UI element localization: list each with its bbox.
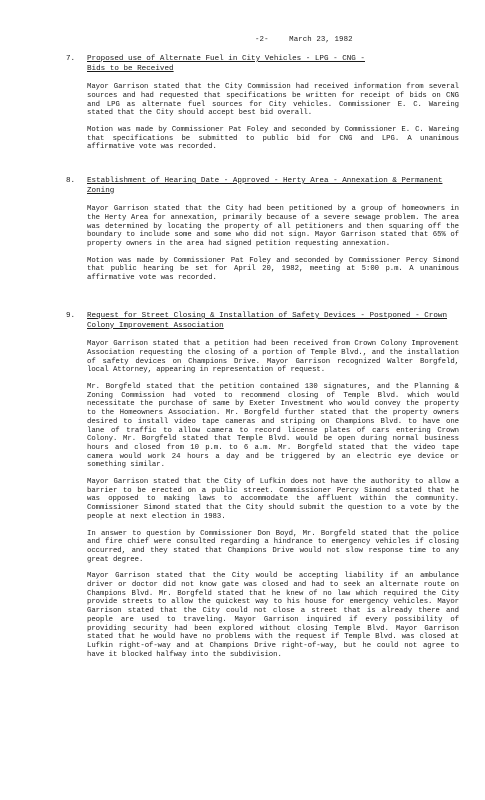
item-paragraph: In answer to question by Commissioner Don Boyd, Mr. Borgfeld stated that the police and fire chief were consulted regarding a hindrance to emergency vehicles if closing occurred, and they stated that Champions Drive would not slow response time to any great degree. (87, 529, 459, 564)
item-paragraph: Motion was made by Commissioner Pat Foley and seconded by Commissioner Percy Simond that public hearing be set for April 20, 1982, meeting at 5:00 p.m. A unanimous affirmative vote was recorded. (87, 256, 459, 283)
item-paragraph: Mayor Garrison stated that the City had been petitioned by a group of homeowners in the Herty Area for annexation, primarily because of a severe sewage problem. The area was determined by locating the property of all petitioners and then squaring off the boundary to include some and some who did not sign. Mayor Garrison stated that 65% of property owners in the area had signed petition requesting annexation. (87, 205, 459, 248)
page-header (255, 36, 353, 44)
page-number: -2- (255, 36, 269, 44)
item-paragraph: Motion was made by Commissioner Pat Foley and seconded by Commissioner E. C. Wareing that specifications be submitted to public bid for CNG and LPG. A unanimous affirmative vote was recorded. (87, 126, 459, 152)
item-number: 9. (66, 312, 76, 320)
item-paragraph: Mayor Garrison stated that the City of Lufkin does not have the authority to allow a barrier to be erected on a public street. Commissioner Percy Simond stated that he was opposed to making laws to accommodate the affluent within the community. Commissioner Simond stated that the City should submit the question to a vote by the people at next election in 1983. (87, 478, 459, 521)
item-title: Proposed use of Alternate Fuel in City Vehicles - LPG - CNG - Bids to be Received (87, 55, 365, 73)
item-paragraph: Mayor Garrison stated that the City Commission had received information from several sources and had requested that specifications be written for receipt of bids on CNG and LPG as alternate fuel sources for City vehicles. Commissioner E. C. Wareing stated that the City should accept best bid overall. (87, 83, 459, 118)
item-paragraph: Mayor Garrison stated that a petition had been received from Crown Colony Improvement Association requesting the closing of a portion of Temple Blvd., and the installation of safety devices on Champions Drive. Mayor Garrison recognized Walter Borgfeld, local Attorney, appearing in representation of request. (87, 340, 459, 375)
meeting-date: March 23, 1982 (289, 36, 353, 44)
item-number: 8. (66, 177, 76, 185)
item-paragraph: Mayor Garrison stated that the City would be accepting liability if an ambulance driver or doctor did not know gate was closed and had to seek an alternate route on Champions Blvd. Mr. Borgfeld stated that he knew of no law which required the City provide streets to allow the quickest way to his house for emergency vehicles. Mayor Garrison stated that the City could not close a street that is already there and people are used to traveling. Mayor Garrison inquired if every possibility of providing security had been explored without closing Temple Blvd. Mayor Garrison stated that he would have no problems with the request if Temple Blvd. was closed at Lufkin right-of-way and at Champions Drive right-of-way, but he could not agree to have it blocked halfway into the subdivision. (87, 572, 459, 659)
item-title: Establishment of Hearing Date - Approved - Herty Area - Annexation & Permanent Zoning (87, 177, 443, 195)
item-title: Request for Street Closing & Installation of Safety Devices - Postponed - Crown Colony Improvement Association (87, 312, 448, 330)
item-number: 7. (66, 55, 76, 63)
item-paragraph: Mr. Borgfeld stated that the petition contained 130 signatures, and the Planning & Zoning Commission had voted to recommend closing of Temple Blvd. which would necessitate the purchase of same by Exeter Investment who would convey the property to the Homeowners Association. Mr. Borgfeld further stated that the property owners desired to install video tape cameras and striping on Champions Blvd. to have one lane of traffic to allow camera to record license plates of cars entering Crown Colony. Mr. Borgfeld stated that Temple Blvd. would be open during normal business hours and closed from 10 p.m. to 6 a.m. Mr. Borgfeld stated that the video tape camera would work 24 hours a day and be triggered by an electric eye device or something similar. (87, 383, 459, 470)
